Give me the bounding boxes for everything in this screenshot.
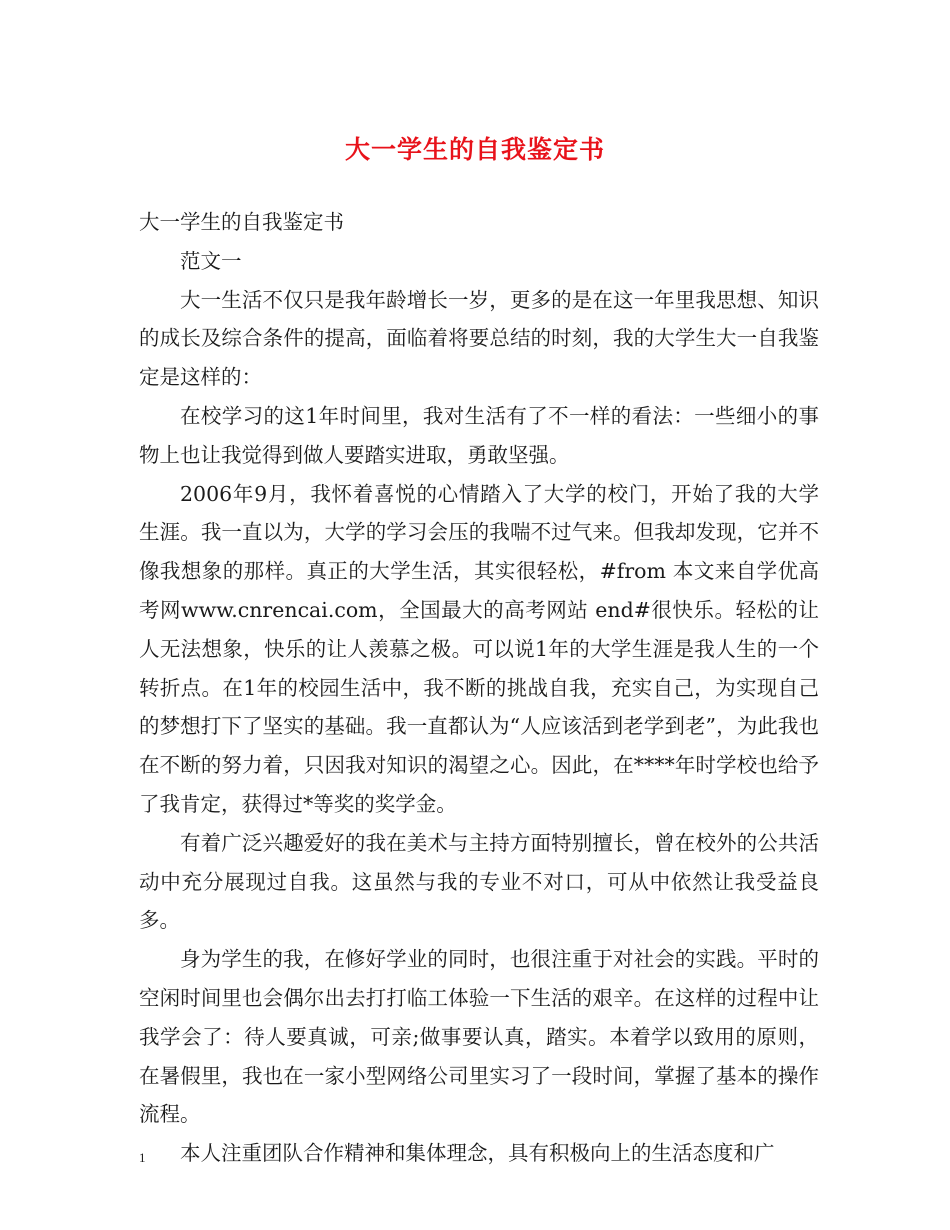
paragraph: 在校学习的这1年时间里，我对生活有了不一样的看法：一些细小的事物上也让我觉得到做人要踏实进取，勇敢坚强。	[139, 403, 819, 467]
paragraph-subtitle: 大一学生的自我鉴定书	[139, 210, 344, 234]
paragraph: 有着广泛兴趣爱好的我在美术与主持方面特别擅长，曾在校外的公共活动中充分展现过自我。这虽然与我的专业不对口，可从中依然让我受益良多。	[139, 830, 819, 933]
document-body	[139, 203, 819, 1173]
paragraph-sample-label: 范文一	[180, 248, 242, 273]
page-number: 1	[139, 1150, 146, 1165]
paragraph: 2006年9月，我怀着喜悦的心情踏入了大学的校门，开始了我的大学生涯。我一直以为，大学的学习会压的我喘不过气来。但我却发现，它并不像我想象的那样。真正的大学生活，其实很轻松，#from 本文来自学优高考网www.cnrencai.com，全国最大的高考网站 end#很快乐。轻松的让人无法想象，快乐的让人羡慕之极。可以说1年的大学生涯是我人生的一个转折点。在1年的校园生活中，我不断的挑战自我，充实自己，为实现自己的梦想打下了坚实的基础。我一直都认为“人应该活到老学到老”，为此我也在不断的努力着，只因我对知识的渴望之心。因此，在****年时学校也给予了我肯定，获得过*等奖的奖学金。	[139, 481, 819, 816]
paragraph: 身为学生的我，在修好学业的同时，也很注重于对社会的实践。平时的空闲时间里也会偶尔出去打打临工体验一下生活的艰辛。在这样的过程中让我学会了：待人要真诚，可亲;做事要认真，踏实。本着学以致用的原则，在暑假里，我也在一家小型网络公司里实习了一段时间，掌握了基本的操作流程。	[139, 947, 819, 1127]
paragraph: 大一生活不仅只是我年龄增长一岁，更多的是在这一年里我思想、知识的成长及综合条件的提高，面临着将要总结的时刻，我的大学生大一自我鉴定是这样的：	[139, 287, 819, 390]
document-title: 大一学生的自我鉴定书	[344, 135, 605, 164]
paragraph: 本人注重团队合作精神和集体理念，具有积极向上的生活态度和广	[180, 1141, 775, 1166]
